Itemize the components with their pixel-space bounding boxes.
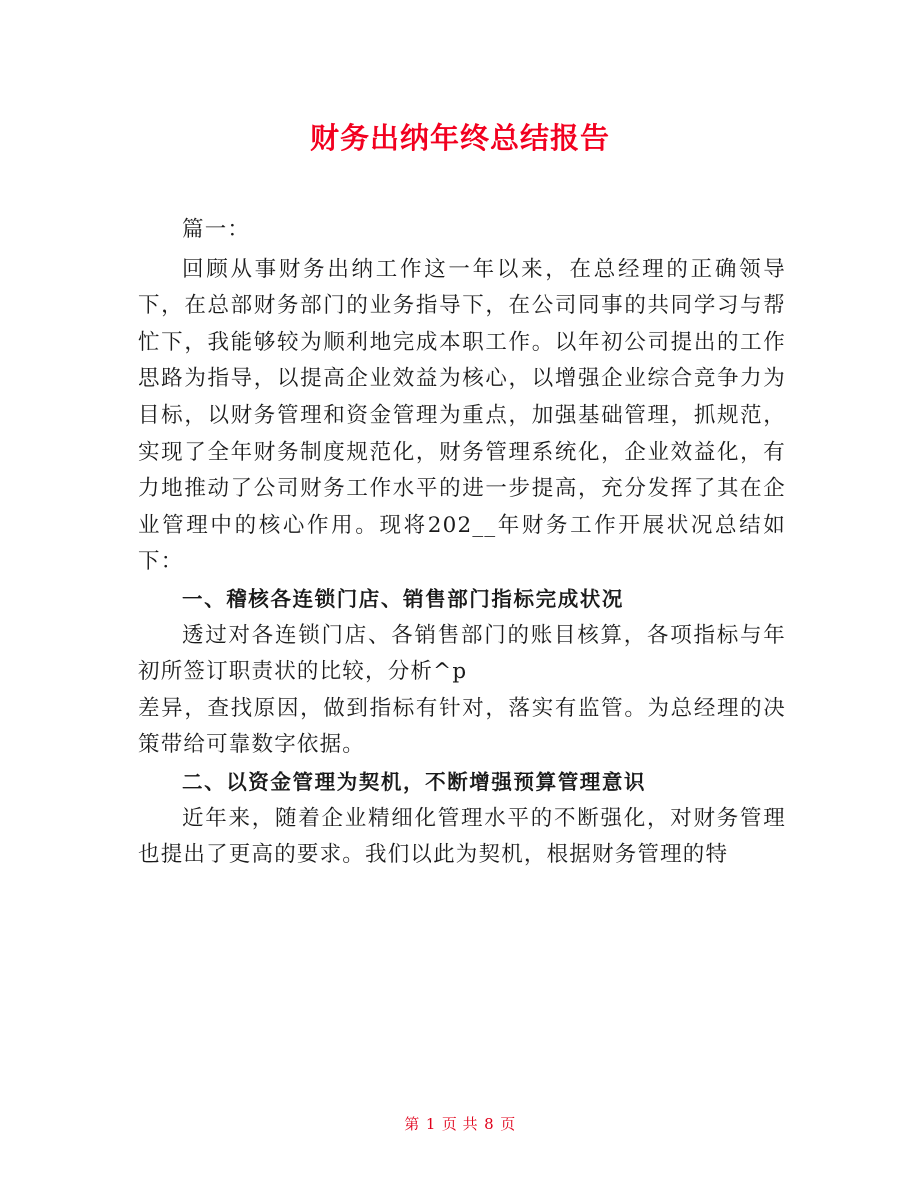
section-label: 篇一： bbox=[182, 217, 251, 242]
section-heading-1: 一、稽核各连锁门店、销售部门指标完成状况 bbox=[182, 586, 624, 611]
page-total-number: 8 bbox=[484, 1115, 495, 1133]
document-body bbox=[138, 212, 786, 874]
paragraph-budget: 近年来，随着企业精细化管理水平的不断强化，对财务管理也提出了更高的要求。我们以此为契机，根据财务管理的特 bbox=[138, 805, 786, 868]
footer-suffix: 页 bbox=[500, 1115, 516, 1133]
section-heading-2: 二、以资金管理为契机，不断增强预算管理意识 bbox=[182, 769, 647, 794]
document-title: 财务出纳年终总结报告 bbox=[309, 121, 610, 155]
footer-mid: 页 共 bbox=[441, 1115, 479, 1133]
paragraph-audit-continued: 差异，查找原因，做到指标有针对，落实有监管。为总经理的决策带给可靠数字依据。 bbox=[138, 695, 786, 758]
page-footer bbox=[0, 1113, 920, 1134]
paragraph-audit: 透过对各连锁门店、各销售部门的账目核算，各项指标与年初所签订职责状的比较，分析^p bbox=[138, 622, 786, 685]
footer-prefix: 第 bbox=[404, 1115, 420, 1133]
paragraph-intro: 回顾从事财务出纳工作这一年以来，在总经理的正确领导下，在总部财务部门的业务指导下，在公司同事的共同学习与帮忙下，我能够较为顺利地完成本职工作。以年初公司提出的工作思路为指导，以提高企业效益为核心，以增强企业综合竞争力为目标，以财务管理和资金管理为重点，加强基础管理，抓规范，实现了全年财务制度规范化，财务管理系统化，企业效益化，有力地推动了公司财务工作水平的进一步提高，充分发挥了其在企业管理中的核心作用。现将202__年财务工作开展状况总结如下： bbox=[138, 256, 786, 575]
page-current-number: 1 bbox=[425, 1115, 436, 1133]
